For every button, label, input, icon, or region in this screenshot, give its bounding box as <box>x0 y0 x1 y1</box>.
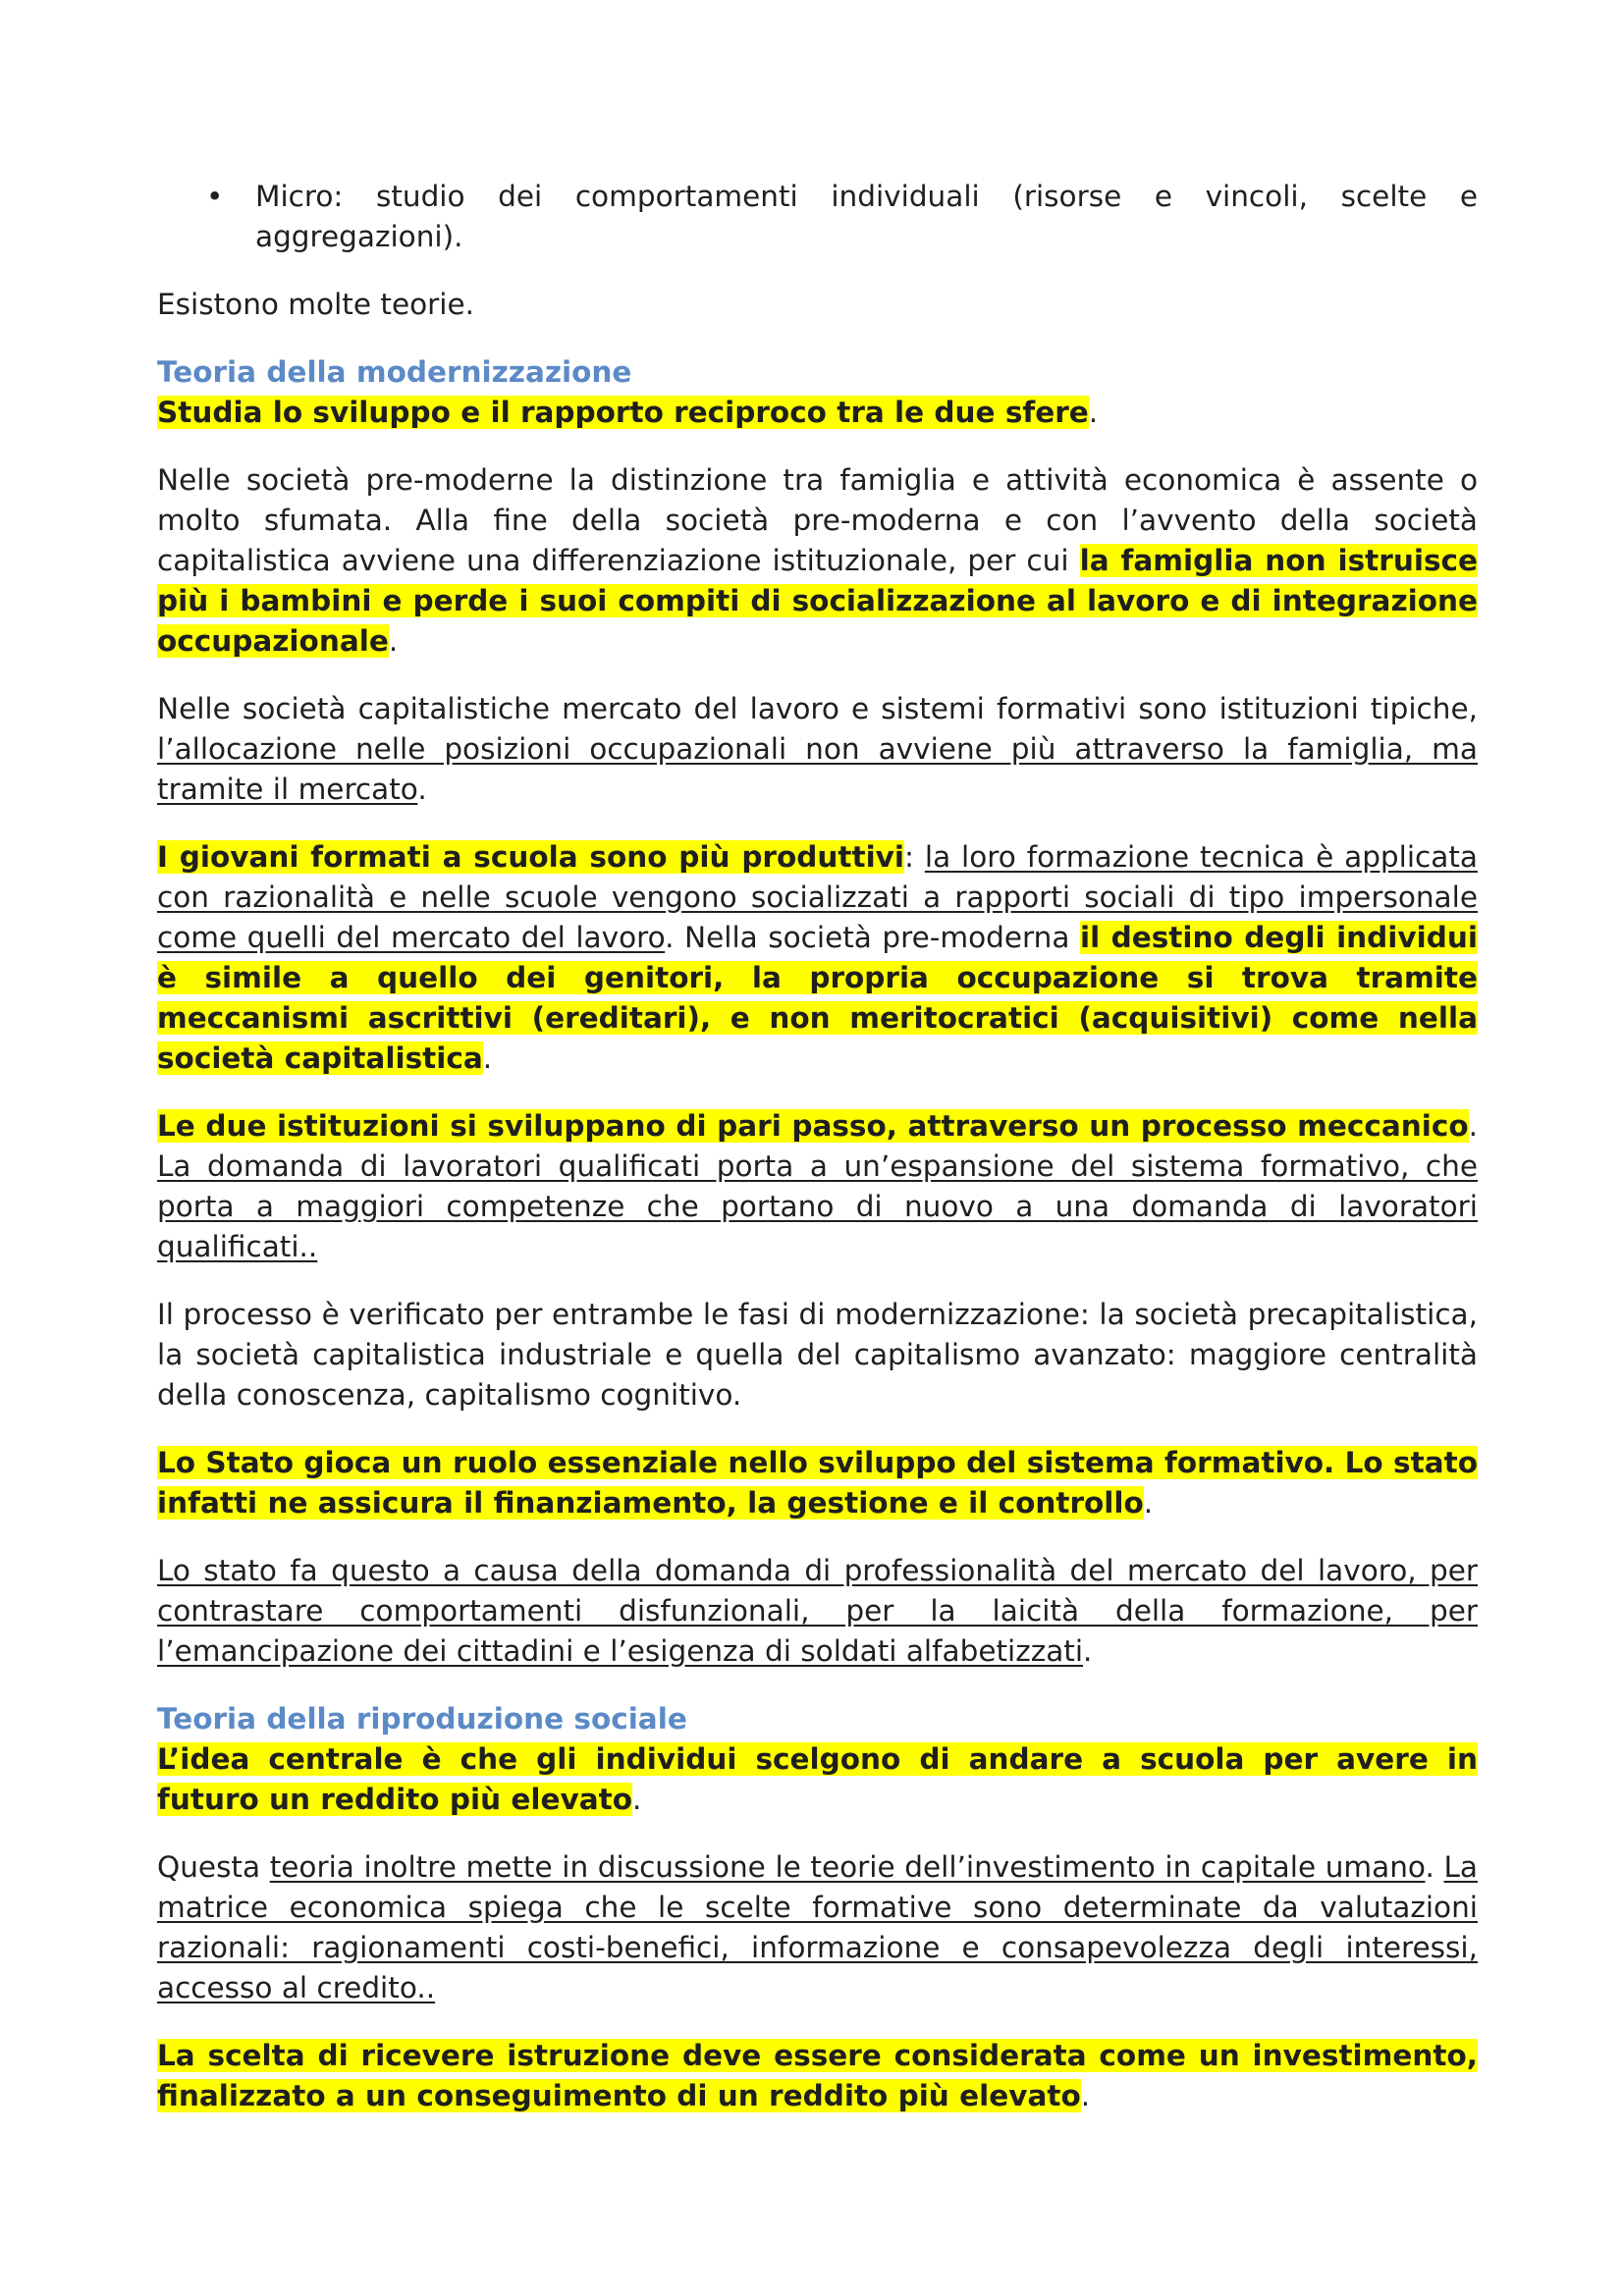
section-heading-social-reproduction: Teoria della riproduzione sociale <box>157 1702 687 1735</box>
underlined-text: Lo stato fa questo a causa della domanda di professionalità del mercato del lavoro, per contrastare comportamenti disfunzionali, per la laicità della formazione, per l’emancipazione dei cittadini e l’esigenza di soldati alfabetizzati <box>157 1554 1478 1668</box>
underlined-text: teoria inoltre mette in discussione le teorie dell’investimento in capitale umano <box>269 1850 1426 1884</box>
punctuation: . <box>631 1783 642 1816</box>
punctuation: . <box>1143 1486 1154 1520</box>
punctuation: . <box>417 773 427 806</box>
highlighted-text: La scelta di ricevere istruzione deve essere considerata come un investimento, finalizzato a un conseguimento di un reddito più elevato <box>157 2039 1478 2112</box>
section1-paragraph-1 <box>157 460 1478 662</box>
highlighted-text: la famiglia non istruisce più i bambini e perde i suoi compiti di socializzazione al lavoro e di integrazione occupazionale <box>157 544 1478 658</box>
section1-paragraph-5: Il processo è verificato per entrambe le fasi di modernizzazione: la società precapitalistica, la società capitalistica industriale e quella del capitalismo avanzato: maggiore centralità della conoscenza, capitalismo cognitivo. <box>157 1298 1478 1412</box>
highlighted-text: Studia lo sviluppo e il rapporto reciproco tra le due sfere <box>157 396 1089 429</box>
section1-paragraph-4 <box>157 1106 1478 1267</box>
highlighted-text: I giovani formati a scuola sono più produttivi <box>157 840 905 874</box>
highlighted-text: L’idea centrale è che gli individui scelgono di andare a scuola per avere in futuro un reddito più elevato <box>157 1742 1478 1816</box>
paragraph-text: . <box>1468 1109 1478 1143</box>
section1-paragraph-2 <box>157 689 1478 810</box>
highlighted-text: Lo Stato gioca un ruolo essenziale nello sviluppo del sistema formativo. Lo stato infatti ne assicura il finanziamento, la gestione e il controllo <box>157 1446 1478 1520</box>
bullet-list <box>157 177 1478 257</box>
underlined-text: la loro formazione tecnica è applicata con razionalità e nelle scuole vengono socializzati a rapporti sociali di tipo impersonale come quelli del mercato del lavoro <box>157 840 1478 954</box>
highlighted-text: Le due istituzioni si sviluppano di pari passo, attraverso un processo meccanico <box>157 1109 1469 1143</box>
highlighted-text: il destino degli individui è simile a quello dei genitori, la propria occupazione si trova tramite meccanismi ascrittivi (ereditari), e non meritocratici (acquisitivi) come nella società capitalistica <box>157 921 1478 1075</box>
section2-lead <box>157 1739 1478 1820</box>
section1-lead <box>157 393 1478 433</box>
section-heading-modernization: Teoria della modernizzazione <box>157 355 632 389</box>
underlined-text: La domanda di lavoratori qualificati porta a un’espansione del sistema formativo, che porta a maggiori competenze che portano di nuovo a una domanda di lavoratori qualificati.. <box>157 1149 1478 1263</box>
intro-paragraph: Esistono molte teorie. <box>157 288 475 321</box>
paragraph-text: . <box>1425 1850 1444 1884</box>
paragraph-text: Questa <box>157 1850 270 1884</box>
paragraph-text: . Nella società pre-moderna <box>665 921 1080 954</box>
punctuation: . <box>388 624 399 658</box>
punctuation: . <box>1080 2079 1091 2112</box>
section1-paragraph-7 <box>157 1551 1478 1672</box>
list-item <box>157 177 1478 257</box>
punctuation: . <box>1083 1634 1093 1668</box>
punctuation: . <box>1088 396 1099 429</box>
paragraph-text: Nelle società pre-moderne la distinzione tra famiglia e attività economica è assente o molto sfumata. Alla fine della società pre-moderna e con l’avvento della società capitalistica avviene una differenziazione istituzionale, per cui <box>157 463 1478 577</box>
list-item-text: Micro: studio dei comportamenti individuali (risorse e vincoli, scelte e aggregazioni). <box>255 180 1478 253</box>
section1-paragraph-6 <box>157 1443 1478 1523</box>
bullet-icon: • <box>206 180 224 213</box>
paragraph-text: Nelle società capitalistiche mercato del lavoro e sistemi formativi sono istituzioni tipiche, <box>157 692 1478 725</box>
punctuation: . <box>482 1041 493 1075</box>
section1-paragraph-3 <box>157 837 1478 1079</box>
section2-paragraph-2 <box>157 2036 1478 2116</box>
underlined-text: La matrice economica spiega che le scelte formative sono determinate da valutazioni razionali: ragionamenti costi-benefici, informazione e consapevolezza degli interessi, accesso al credito.. <box>157 1850 1478 2004</box>
document-page <box>157 177 1478 2116</box>
section2-paragraph-1 <box>157 1847 1478 2008</box>
underlined-text: l’allocazione nelle posizioni occupazionali non avviene più attraverso la famiglia, ma tramite il mercato <box>157 732 1478 806</box>
punctuation: : <box>904 840 925 874</box>
